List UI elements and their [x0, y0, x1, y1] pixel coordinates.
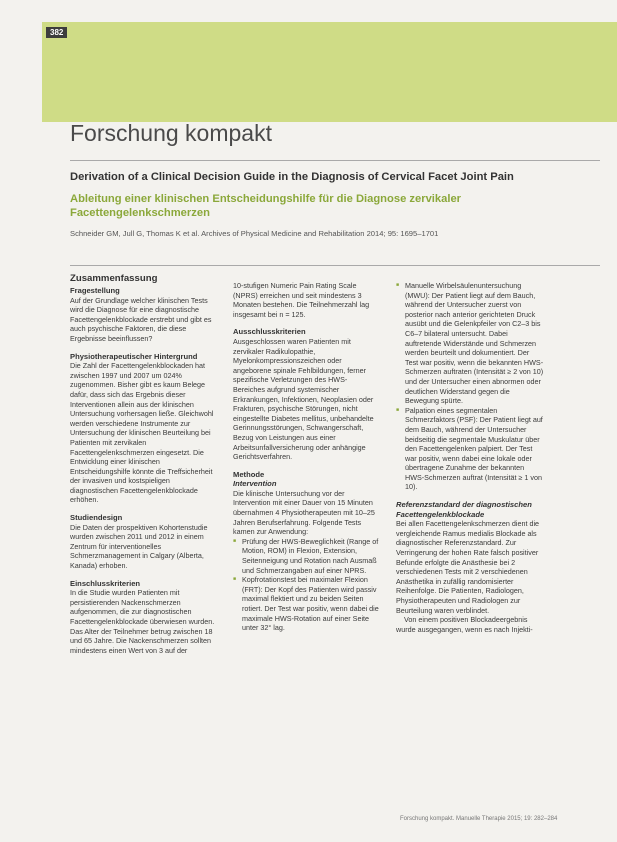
- subheading-italic: Referenzstandard der diagnostischen Facettengelenkblockade: [396, 500, 532, 519]
- footer: Forschung kompakt. Manuelle Therapie 2015; 19: 282–284: [400, 816, 558, 822]
- list-item: ■ Manuelle Wirbelsäulenuntersuchung (MWU): Der Patient liegt auf dem Bauch, während der Untersucher zuerst von posterior nach anterior gerichteten Druck ausübt und die Gelenkpfeiler von C2–3 bis C6–7 bilateral untersucht. Dabei auftretende Widerstände und Schmerzen werden beurteilt und dokumentiert. Der Test war positiv, wenn die bekannten HWS-Schmerzen auftraten (Intensität ≥ 2 von 10) und der Untersucher einen abnormen oder deutlichen Widerstand gegen die Bewegung spürte.: [396, 281, 544, 406]
- article-title-de: Ableitung einer klinischen Entscheidungshilfe für die Diagnose zervikaler Facettengelenkschmerzen: [70, 193, 462, 219]
- list-item: ■ Kopfrotationstest bei maximaler Flexion (FRT): Der Kopf des Patienten wird passiv maximal flektiert und zu beiden Seiten rotiert. Der Test war positiv, wenn dabei die maximale HWS-Rotation auf einer Seite unter 32° lag.: [233, 575, 379, 633]
- header-band: [42, 22, 617, 122]
- bullet-list: [396, 281, 544, 492]
- paragraph: Die Zahl der Facettengelenkblockaden hat zwischen 1997 und 2007 um 024% zugenommen. Bisher gibt es kaum Belege dafür, dass sich das Ergebnis dieser Interventionen allein aus der klinischen Untersuchung vorhersagen ließe. Gleichwohl werden verschiedene Instrumente zur Untersuchung der klinischen Beurteilung bei Patienten mit zervikalen Facettengelenkschmerzen eingesetzt. Die Entwicklung einer klinischen Entscheidungshilfe könnte die Treffsicherheit der invasiven und kostspieligen diagnostischen Facettengelenkblockade erhöhen.: [70, 361, 214, 505]
- divider: [70, 160, 600, 161]
- section-title: Forschung kompakt: [70, 120, 272, 146]
- column-3: [396, 281, 544, 634]
- subheading: Einschlusskriterien: [70, 578, 141, 588]
- column-1: [70, 273, 215, 655]
- subheading: Ausschlusskriterien: [233, 327, 306, 337]
- paragraph: Die klinische Untersuchung vor der Intervention mit einer Dauer von 15 Minuten übernahmen 4 Physiotherapeuten mit 10–25 Jahren Berufserfahrung. Folgende Tests kamen zur Anwendung:: [233, 488, 375, 537]
- summary-heading: Zusammenfassung: [70, 273, 158, 284]
- page-number: 382: [46, 27, 67, 38]
- citation: Schneider GM, Jull G, Thomas K et al. Archives of Physical Medicine and Rehabilitation 2014; 95: 1695–1701: [70, 229, 439, 238]
- column-2: [233, 281, 379, 633]
- paragraph: In die Studie wurden Patienten mit persistierenden Nackenschmerzen aufgenommen, die zur diagnostischen Facettengelenkblockade überwiesen wurden. Das Alter der Teilnehmer betrug zwischen 18 und 65 Jahre. Die Nackenschmerzen sollten mindestens einen Wert von 3 auf der: [70, 588, 215, 655]
- list-item: ■ Palpation eines segmentalen Schmerzfaktors (PSF): Der Patient liegt auf dem Bauch, während der Untersucher beidseitig die segmentale Muskulatur über den Facettengelenken palpiert. Der Test war positiv, wenn dabei eine lokale oder übertragene Zunahme der bekannten HWS-Schmerzen auftrat (Intensität ≥ 1 von 10).: [396, 406, 544, 492]
- bullet-list: [233, 537, 379, 633]
- article-title-en: Derivation of a Clinical Decision Guide in the Diagnosis of Cervical Facet Joint Pain: [70, 171, 514, 183]
- paragraph: Die Daten der prospektiven Kohortenstudie wurden zwischen 2011 und 2012 in einem Zentrum für interventionelles Schmerzmanagement in Calgary (Alberta, Kanada) erhoben.: [70, 522, 208, 571]
- subheading: Fragestellung: [70, 286, 120, 295]
- list-item: ■ Prüfung der HWS-Beweglichkeit (Range of Motion, ROM) in Flexion, Extension, Seitenneigung und Rotation nach Ausmaß und Schmerzangaben auf einer NPRS.: [233, 537, 379, 575]
- divider: [70, 265, 600, 266]
- subheading: Methode: [233, 469, 265, 479]
- paragraph: Ausgeschlossen waren Patienten mit zervikaler Radikulopathie, Myelonkompressionszeichen oder angeborene spinale Fehlbildungen, ferner spezifische Verletzungen des HWS-Bereiches aufgrund systemischer Erkrankungen, Infektionen, Neoplasien oder Frakturen, psychische Störungen, nicht eingestellte Diabetes mellitus, unbehandelte Gerinnungsstörungen, Schwangerschaft, Bezug von Leistungen aus einer Arbeitsunfallversicherung oder anhängige Gerichtsverfahren.: [233, 336, 374, 462]
- paragraph: Auf der Grundlage welcher klinischen Tests wird die Diagnose für eine diagnostische Facettengelenkblockade erstrebt und gibt es auch psychische Faktoren, die diese Ergebnisse beeinflussen?: [70, 295, 212, 343]
- subheading-italic: Intervention: [233, 479, 277, 489]
- paragraph: Bei allen Facettengelenkschmerzen dient die vergleichende Ramus medialis Blockade als diagnostischer Referenzstandard. Zur Verringerung der hohen Rate falsch positiver Befunde erfolgte die Anästhesie bei 2 verschiedenen Tests mit 2 verschiedenen Anästhetika in zufällig randomisierter Reihenfolge. Die Patienten, Radiologen, Physiotherapeuten und Radiologen zur Beurteilung waren verblindet.: [396, 519, 540, 615]
- subheading: Studiendesign: [70, 513, 123, 523]
- paragraph: 10-stufigen Numeric Pain Rating Scale (NPRS) erreichen und seit mindestens 3 Monaten bestehen. Die Teilnehmerzahl lag insgesamt bei n = 125.: [233, 281, 370, 319]
- paragraph: Von einem positiven Blockadeergebnis wurde ausgegangen, wenn es nach Injekti-: [396, 615, 533, 634]
- subheading: Physiotherapeutischer Hintergrund: [70, 351, 198, 361]
